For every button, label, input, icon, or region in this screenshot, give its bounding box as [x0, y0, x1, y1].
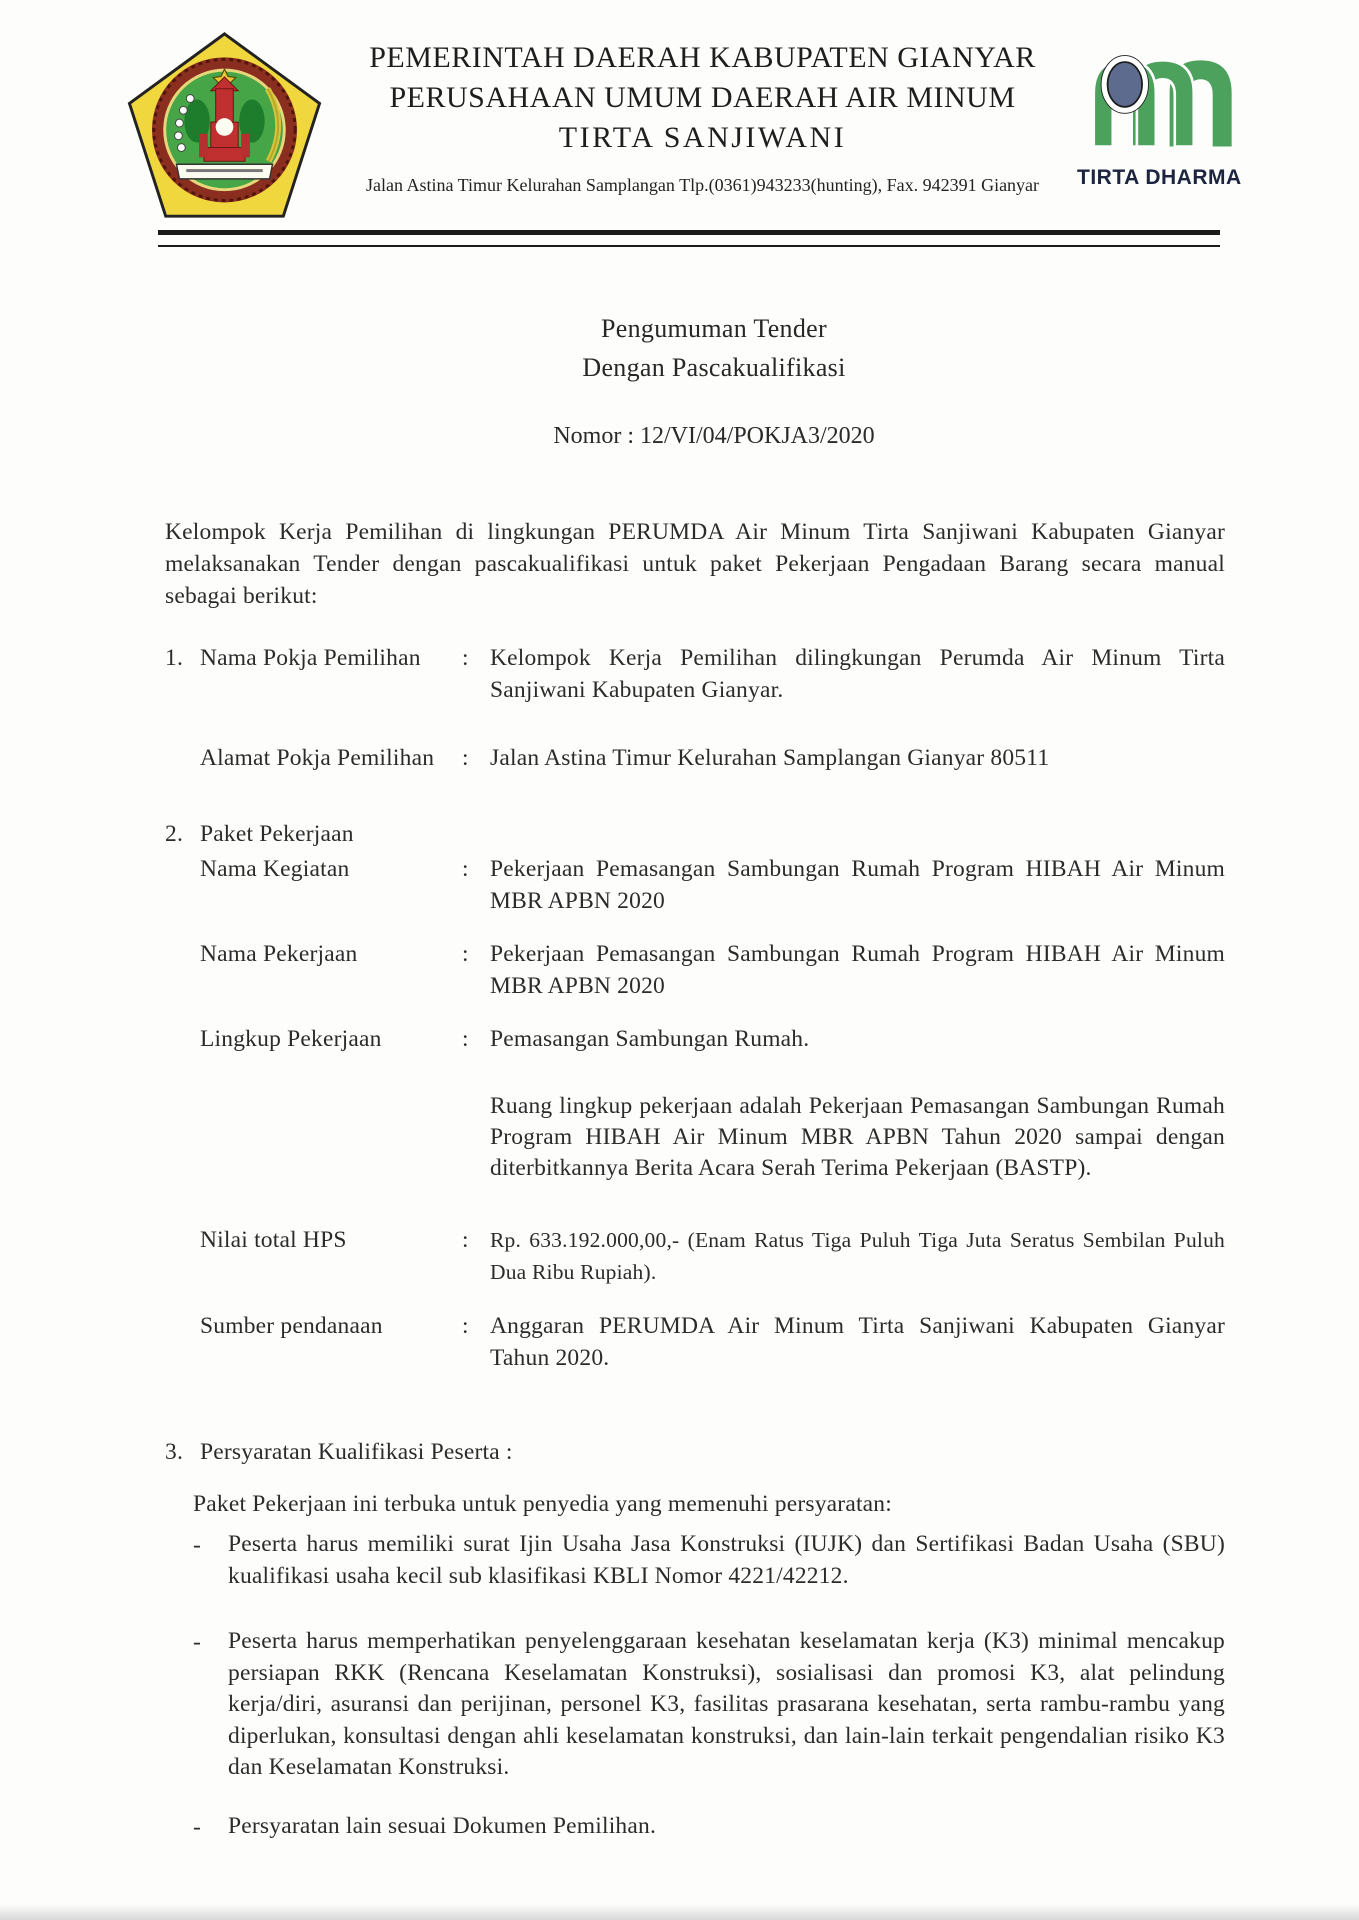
- requirement-text: Persyaratan lain sesuai Dokumen Pemilihan.: [228, 1812, 657, 1839]
- item3-section: [193, 1488, 1225, 1843]
- sumber-value: Anggaran PERUMDA Air Minum Tirta Sanjiwani Kabupaten Gianyar Tahun 2020.: [490, 1313, 1225, 1371]
- sumber-label: Sumber pendanaan: [200, 1313, 383, 1339]
- lingkup-label: Lingkup Pekerjaan: [200, 1026, 382, 1052]
- scan-edge-shading: [0, 1904, 1359, 1920]
- item2-number: 2.: [165, 821, 184, 847]
- nilai-hps-value: Rp. 633.192.000,00,- (Enam Ratus Tiga Puluh Tiga Juta Seratus Sembilan Puluh Dua Ribu Rupiah).: [490, 1228, 1225, 1284]
- letterhead: [0, 0, 1359, 224]
- item1-number: 1.: [165, 645, 184, 671]
- title-line1: Pengumuman Tender: [601, 314, 827, 343]
- document-body: [165, 516, 1225, 1843]
- org-name-line1: PEMERINTAH DAERAH KABUPATEN GIANYAR: [369, 41, 1036, 74]
- row-nama-kegiatan: [165, 853, 1225, 917]
- sumber-colon: :: [462, 1313, 469, 1339]
- nama-kegiatan-colon: :: [462, 856, 469, 882]
- letterhead-center: [328, 28, 1077, 195]
- bullet-dash: -: [193, 1629, 202, 1655]
- row-nama-pekerjaan: [165, 938, 1225, 1002]
- item3-heading-row: [165, 1436, 1225, 1468]
- alamat-value: Jalan Astina Timur Kelurahan Samplangan Gianyar 80511: [490, 745, 1050, 771]
- org-address: Jalan Astina Timur Kelurahan Samplangan Tlp.(0361)943233(hunting), Fax. 942391 Gianyar: [365, 175, 1040, 195]
- requirement-bullet: [193, 1811, 1225, 1843]
- tirta-dharma-logo: [1077, 50, 1249, 190]
- alamat-row: [165, 742, 1225, 774]
- document-title: [203, 309, 1225, 387]
- nama-pekerjaan-label: Nama Pekerjaan: [200, 941, 358, 967]
- item1-label: Nama Pokja Pemilihan: [200, 645, 421, 671]
- letterhead-divider: [158, 230, 1220, 247]
- nama-pekerjaan-colon: :: [462, 941, 469, 967]
- org-name-line2: PERUSAHAAN UMUM DAERAH AIR MINUM: [389, 81, 1016, 114]
- row-lingkup-pekerjaan: [165, 1023, 1225, 1184]
- gianyar-crest-icon: [121, 28, 328, 224]
- alamat-label: Alamat Pokja Pemilihan: [200, 745, 435, 771]
- bullet-dash: -: [193, 1813, 202, 1840]
- intro-paragraph: Kelompok Kerja Pemilihan di lingkungan PERUMDA Air Minum Tirta Sanjiwani Kabupaten Gianyar melaksanakan Tender dengan pascakualifikasi untuk paket Pekerjaan Pengadaan Barang secara manual sebagai berikut:: [165, 519, 1225, 609]
- alamat-colon: :: [462, 745, 469, 771]
- tirta-dharma-logo-icon: [1077, 50, 1245, 162]
- bullet-dash: -: [193, 1532, 202, 1558]
- item2-heading-row: [165, 818, 1225, 850]
- nama-pekerjaan-value: Pekerjaan Pemasangan Sambungan Rumah Program HIBAH Air Minum MBR APBN 2020: [490, 941, 1225, 999]
- nilai-hps-colon: :: [462, 1227, 469, 1253]
- requirement-bullet: [193, 1529, 1225, 1592]
- document-number: Nomor : 12/VI/04/POKJA3/2020: [553, 423, 875, 449]
- item1-value: Kelompok Kerja Pemilihan dilingkungan Perumda Air Minum Tirta Sanjiwani Kabupaten Gianyar.: [490, 645, 1225, 703]
- nama-kegiatan-value: Pekerjaan Pemasangan Sambungan Rumah Program HIBAH Air Minum MBR APBN 2020: [490, 856, 1225, 914]
- lingkup-colon: :: [462, 1026, 469, 1052]
- requirement-text: Peserta harus memiliki surat Ijin Usaha Jasa Konstruksi (IUJK) dan Sertifikasi Badan Usaha (SBU) kualifikasi usaha kecil sub klasifikasi KBLI Nomor 4221/42212.: [228, 1531, 1225, 1589]
- requirement-bullet: [193, 1626, 1225, 1784]
- row-sumber-pendanaan: [165, 1310, 1225, 1374]
- requirement-text: Peserta harus memperhatikan penyelenggaraan kesehatan keselamatan kerja (K3) minimal mencakup persiapan RKK (Rencana Keselamatan Konstruksi), sosialisasi dan promosi K3, alat pelindung kerja/diri, asuransi dan perijinan, personel K3, fasilitas prasarana kesehatan, serta rambu-rambu yang diperlukan, konsultasi dengan ahli keselamatan konstruksi, dan lain-lain terkait pengendalian risiko K3 dan Keselamatan Konstruksi.: [228, 1628, 1225, 1780]
- tirta-dharma-caption: TIRTA DHARMA: [1077, 166, 1242, 189]
- nama-kegiatan-label: Nama Kegiatan: [200, 856, 350, 882]
- row-nilai-hps: [165, 1224, 1225, 1288]
- item1-row: [165, 642, 1225, 706]
- item2-heading: Paket Pekerjaan: [200, 821, 354, 847]
- item3-intro: Paket Pekerjaan ini terbuka untuk penyedia yang memenuhi persyaratan:: [193, 1491, 892, 1517]
- item1-colon: :: [462, 645, 469, 671]
- nilai-hps-label: Nilai total HPS: [200, 1227, 347, 1253]
- lingkup-value: Pemasangan Sambungan Rumah.: [490, 1026, 810, 1052]
- title-line2: Dengan Pascakualifikasi: [582, 353, 846, 382]
- org-name-line3: TIRTA SANJIWANI: [558, 121, 847, 154]
- lingkup-scope-paragraph: Ruang lingkup pekerjaan adalah Pekerjaan Pemasangan Sambungan Rumah Program HIBAH Air Minum MBR APBN Tahun 2020 sampai dengan diterbitkannya Berita Acara Serah Terima Pekerjaan (BASTP).: [490, 1093, 1225, 1181]
- item3-heading: Persyaratan Kualifikasi Peserta :: [200, 1439, 513, 1465]
- item3-number: 3.: [165, 1439, 184, 1465]
